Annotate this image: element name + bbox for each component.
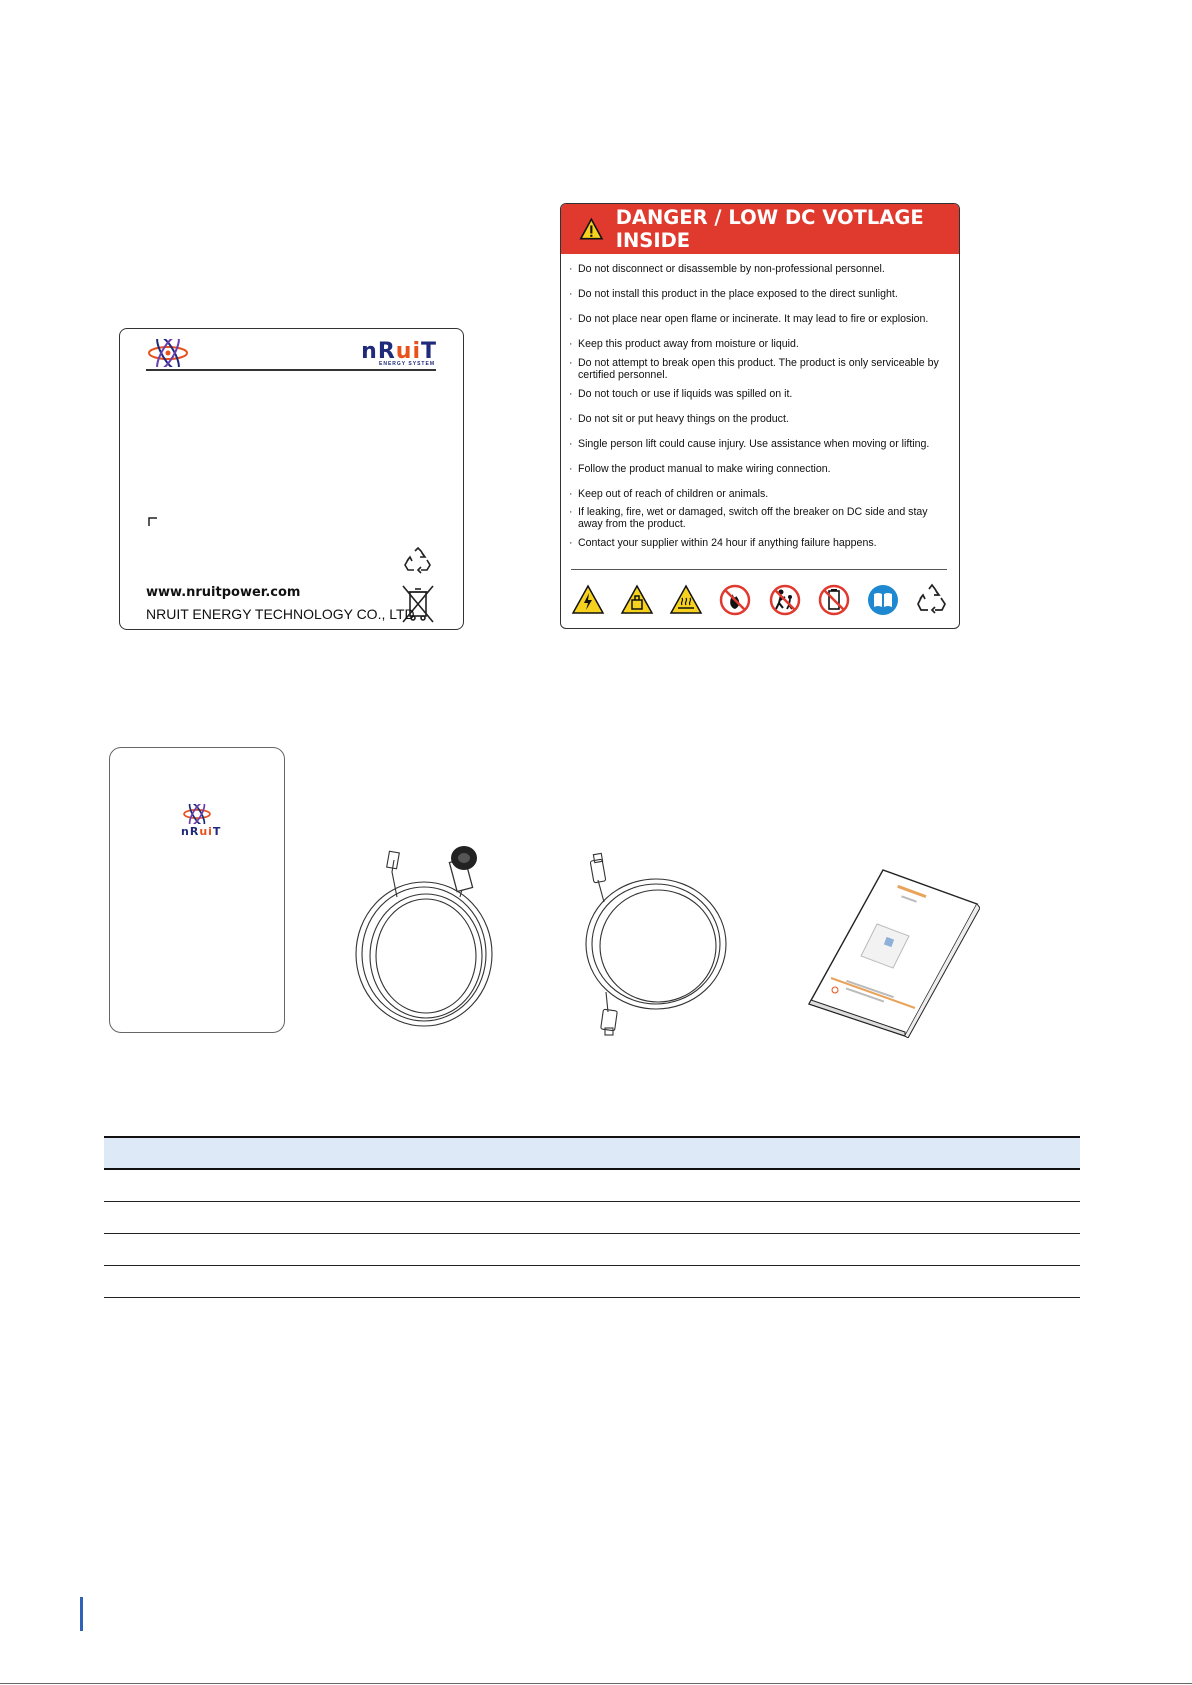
label-website: www.nruitpower.com [146, 585, 301, 600]
no-open-flame-icon [718, 583, 752, 617]
table-row [104, 1266, 1080, 1298]
battery-brand-logo: nRuiT [181, 825, 222, 838]
package-contents-table [104, 1136, 1080, 1298]
label-brand-logo: nRuiT [361, 339, 437, 364]
danger-item: · Do not install this product in the place exposed to the direct sunlight. [569, 288, 954, 300]
product-label [119, 328, 464, 630]
danger-icon-row [571, 582, 949, 618]
table-row [104, 1234, 1080, 1266]
do-not-disassemble-icon [817, 583, 851, 617]
danger-divider [571, 569, 947, 570]
read-manual-icon [866, 583, 900, 617]
corner-mark-icon [148, 517, 158, 527]
danger-instructions-list [569, 263, 954, 549]
page-bottom-rule [0, 1683, 1192, 1684]
battery-unit [109, 747, 285, 1033]
danger-label [560, 203, 960, 629]
high-voltage-icon [571, 583, 605, 617]
danger-item: · Keep out of reach of children or animals. [569, 488, 954, 500]
corrosive-icon [620, 583, 654, 617]
danger-item: · Do not touch or use if liquids was spilled on it. [569, 388, 954, 400]
danger-item: · Do not disconnect or disassemble by non-professional personnel. [569, 263, 954, 275]
table-row [104, 1202, 1080, 1234]
danger-item: · If leaking, fire, wet or damaged, switch off the breaker on DC side and stay away from the product. [569, 506, 954, 530]
atom-logo-icon [146, 339, 190, 367]
danger-item: · Keep this product away from moisture or liquid. [569, 338, 954, 350]
table-cell [104, 1266, 1080, 1298]
danger-item: · Contact your supplier within 24 hour if anything failure happens. [569, 537, 954, 549]
table-header-cell [104, 1137, 1080, 1169]
danger-item: · Do not place near open flame or incinerate. It may lead to fire or explosion. [569, 313, 954, 325]
recycle-icon [403, 547, 433, 575]
atom-logo-icon [182, 804, 212, 824]
label-brand-subtitle: ENERGY SYSTEM [379, 361, 435, 367]
label-company-name: NRUIT ENERGY TECHNOLOGY CO., LTD [146, 606, 415, 622]
power-cable-illustration [352, 842, 504, 1032]
table-header-row [104, 1137, 1080, 1169]
table-cell [104, 1202, 1080, 1234]
warning-triangle-icon [579, 216, 604, 242]
danger-header [561, 204, 959, 254]
table-cell [104, 1234, 1080, 1266]
danger-item: · Do not attempt to break open this product. The product is only serviceable by certified personnel. [569, 357, 954, 381]
footer-accent-bar [80, 1597, 83, 1631]
user-manual-illustration [805, 868, 980, 1038]
table-cell [104, 1169, 1080, 1202]
keep-away-children-icon [768, 583, 802, 617]
danger-item: · Do not sit or put heavy things on the product. [569, 413, 954, 425]
recycle-icon [915, 583, 949, 617]
danger-title: DANGER / LOW DC VOTLAGE INSIDE [615, 206, 924, 252]
table-row [104, 1169, 1080, 1202]
danger-item: · Follow the product manual to make wiring connection. [569, 463, 954, 475]
communication-cable-illustration [578, 852, 733, 1037]
danger-item: · Single person lift could cause injury. Use assistance when moving or lifting. [569, 438, 954, 450]
hot-surface-icon [669, 583, 703, 617]
label-divider [146, 369, 436, 371]
